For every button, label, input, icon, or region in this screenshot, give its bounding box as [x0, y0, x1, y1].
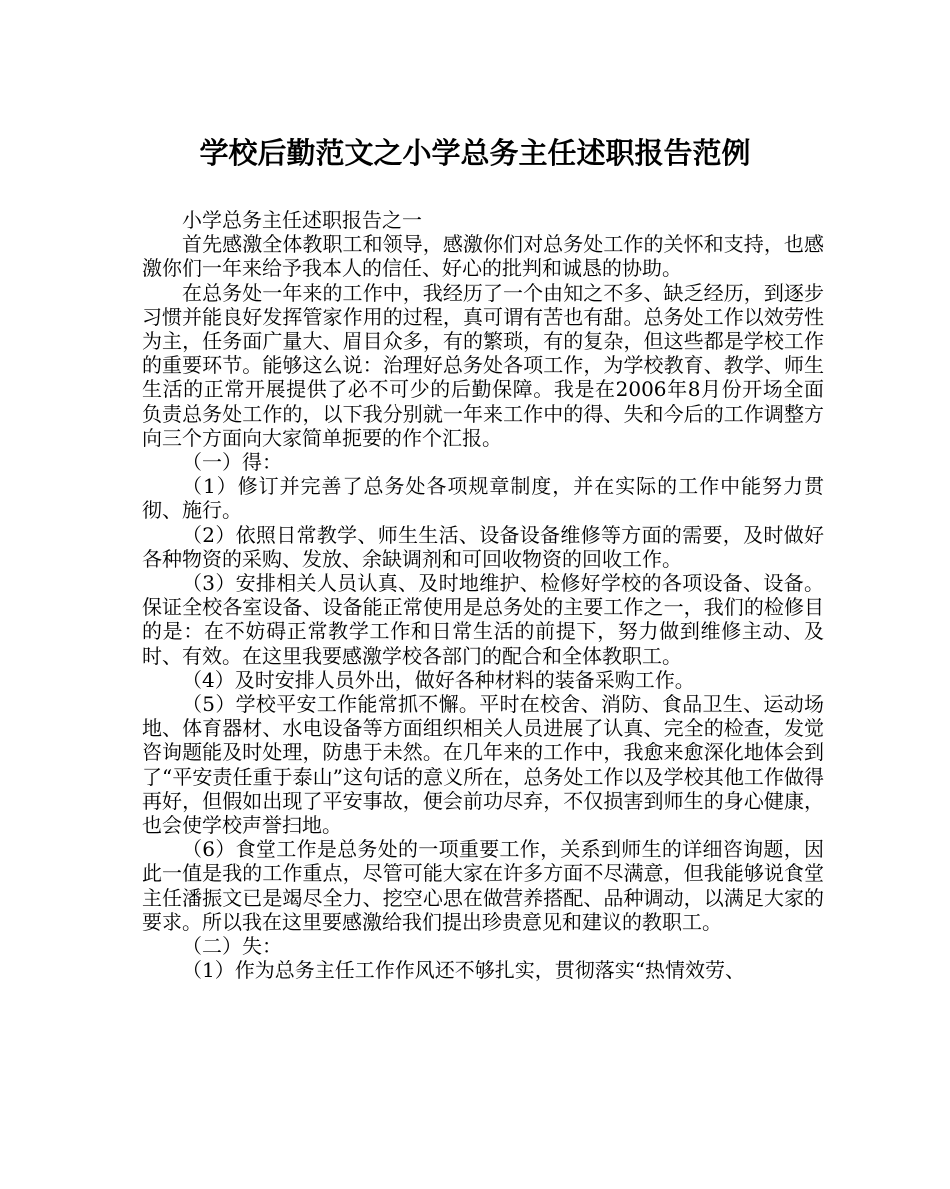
paragraph-overview: 在总务处一年来的工作中，我经历了一个由知之不多、缺乏经历，到逐步习惯并能良好发挥管家作用的过程，真可谓有苦也有甜。总务处工作以效劳性为主，任务面广量大、眉目众多，有的繁琐，有的复杂，但这些都是学校工作的重要环节。能够这么说：治理好总务处各项工作，为学校教育、教学、师生生活的正常开展提供了必不可少的后勤保障。我是在2006年8月份开场全面负责总务处工作的，以下我分别就一年来工作中的得、失和今后的工作调整方向三个方面向大家简单扼要的作个汇报。	[142, 280, 824, 450]
document-title: 学校后勤范文之小学总务主任述职报告范例	[199, 136, 751, 170]
paragraph-gain-3: （3）安排相关人员认真、及时地维护、检修好学校的各项设备、设备。保证全校各室设备、设备能正常使用是总务处的主要工作之一，我们的检修目的是：在不妨碍正常教学工作和日常生活的前提下，努力做到维修主动、及时、有效。在这里我要感激学校各部门的配合和全体教职工。	[142, 571, 824, 668]
section-heading-gains: （一）得：	[182, 450, 282, 475]
paragraph-gain-4: （4）及时安排人员外出，做好各种材料的装备采购工作。	[182, 667, 695, 692]
section-heading-losses: （二）失：	[182, 934, 282, 959]
document-body	[142, 208, 824, 983]
paragraph-loss-1: （1）作为总务主任工作作风还不够扎实，贯彻落实“热情效劳、	[182, 958, 745, 983]
paragraph-gain-1: （1）修订并完善了总务处各项规章制度，并在实际的工作中能努力贯彻、施行。	[142, 474, 824, 523]
paragraph-gain-5: （5）学校平安工作能常抓不懈。平时在校舍、消防、食品卫生、运动场地、体育器材、水电设备等方面组织相关人员进展了认真、完全的检查，发觉咨询题能及时处理，防患于未然。在几年来的工作中，我愈来愈深化地体会到了“平安责任重于泰山”这句话的意义所在，总务处工作以及学校其他工作做得再好，但假如出现了平安事故，便会前功尽弃，不仅损害到师生的身心健康，也会使学校声誉扫地。	[142, 692, 824, 838]
paragraph-gain-6: （6）食堂工作是总务处的一项重要工作，关系到师生的详细咨询题，因此一值是我的工作重点，尽管可能大家在许多方面不尽满意，但我能够说食堂主任潘振文已是竭尽全力、挖空心思在做营养搭配、品种调动，以满足大家的要求。所以我在这里要感激给我们提出珍贵意见和建议的教职工。	[142, 837, 824, 934]
paragraph-intro: 首先感激全体教职工和领导，感激你们对总务处工作的关怀和支持，也感激你们一年来给予我本人的信任、好心的批判和诚恳的协助。	[142, 232, 824, 281]
paragraph-subtitle: 小学总务主任述职报告之一	[182, 208, 422, 232]
paragraph-gain-2: （2）依照日常教学、师生生活、设备设备维修等方面的需要，及时做好各种物资的采购、发放、余缺调剂和可回收物资的回收工作。	[142, 522, 824, 571]
